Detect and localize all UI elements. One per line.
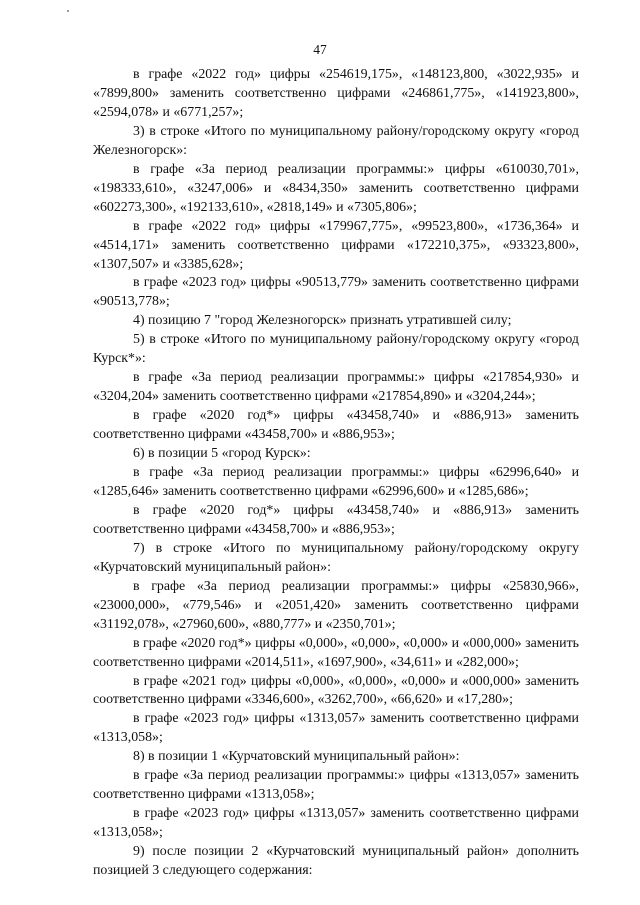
paragraph: 8) в позиции 1 «Курчатовский муниципальный район»: <box>133 749 460 765</box>
paragraph: в графе «2020 год*» цифры «43458,740» и «886,913» заменить соответственно цифрами «43458,700» и «886,953»; <box>93 408 579 443</box>
paragraph: в графе «За период реализации программы:» цифры «25830,966», «23000,000», «779,546» и «2051,420» заменить соответственно цифрами «31192,078», «27960,600», «880,777» и «2350,701»; <box>93 578 579 632</box>
paragraph: 4) позицию 7 "город Железногорск» признать утратившей силу; <box>133 313 512 329</box>
paragraph: 6) в позиции 5 «город Курск»: <box>133 446 311 462</box>
paragraph: в графе «За период реализации программы:» цифры «217854,930» и «3204,204» заменить соответственно цифрами «217854,890» и «3204,244»; <box>93 370 579 405</box>
document-body <box>93 66 579 881</box>
paragraph: в графе «2020 год*» цифры «43458,740» и «886,913» заменить соответственно цифрами «43458,700» и «886,953»; <box>93 502 579 537</box>
paragraph: в графе «2023 год» цифры «90513,779» заменить соответственно цифрами «90513,778»; <box>93 275 579 310</box>
paragraph: в графе «За период реализации программы:» цифры «62996,640» и «1285,646» заменить соответственно цифрами «62996,600» и «1285,686»; <box>93 465 579 499</box>
paragraph: 5) в строке «Итого по муниципальному району/городскому округу «город Курск*»: <box>93 332 579 367</box>
paragraph: в графе «За период реализации программы:» цифры «1313,057» заменить соответственно цифрами «1313,058»; <box>93 768 579 803</box>
paragraph: в графе «2022 год» цифры «254619,175», «148123,800, «3022,935» и «7899,800» заменить соответственно цифрами «246861,775», «141923,800», «2594,078» и «6771,257»; <box>93 67 579 120</box>
paragraph: 7) в строке «Итого по муниципальному району/городскому округу «Курчатовский муниципальный район»: <box>93 540 579 575</box>
scan-speck <box>67 10 69 12</box>
paragraph: в графе «2023 год» цифры «1313,057» заменить соответственно цифрами «1313,058»; <box>93 711 579 746</box>
paragraph: в графе «2022 год» цифры «179967,775», «99523,800», «1736,364» и «4514,171» заменить соответственно цифрами «172210,375», «93323,800», «1307,507» и «3385,628»; <box>93 218 579 272</box>
paragraph: в графе «За период реализации программы:» цифры «610030,701», «198333,610», «3247,006» и «8434,350» заменить соответственно цифрами «602273,300», «192133,610», «2818,149» и «7305,806»; <box>93 161 579 215</box>
paragraph: в графе «2023 год» цифры «1313,057» заменить соответственно цифрами «1313,058»; <box>93 806 579 841</box>
paragraph: 9) после позиции 2 «Курчатовский муниципальный район» дополнить позицией 3 следующего содержания: <box>93 844 579 879</box>
page-number: 47 <box>313 42 327 57</box>
paragraph: 3) в строке «Итого по муниципальному району/городскому округу «город Железногорск»: <box>93 123 579 158</box>
paragraph: в графе «2021 год» цифры «0,000», «0,000», «0,000» и «000,000» заменить соответственно цифрами «3346,600», «3262,700», «66,620» и «17,280»; <box>93 673 579 708</box>
paragraph: в графе «2020 год*» цифры «0,000», «0,000», «0,000» и «000,000» заменить соответственно цифрами «2014,511», «1697,900», «34,611» и «282,000»; <box>93 635 579 670</box>
